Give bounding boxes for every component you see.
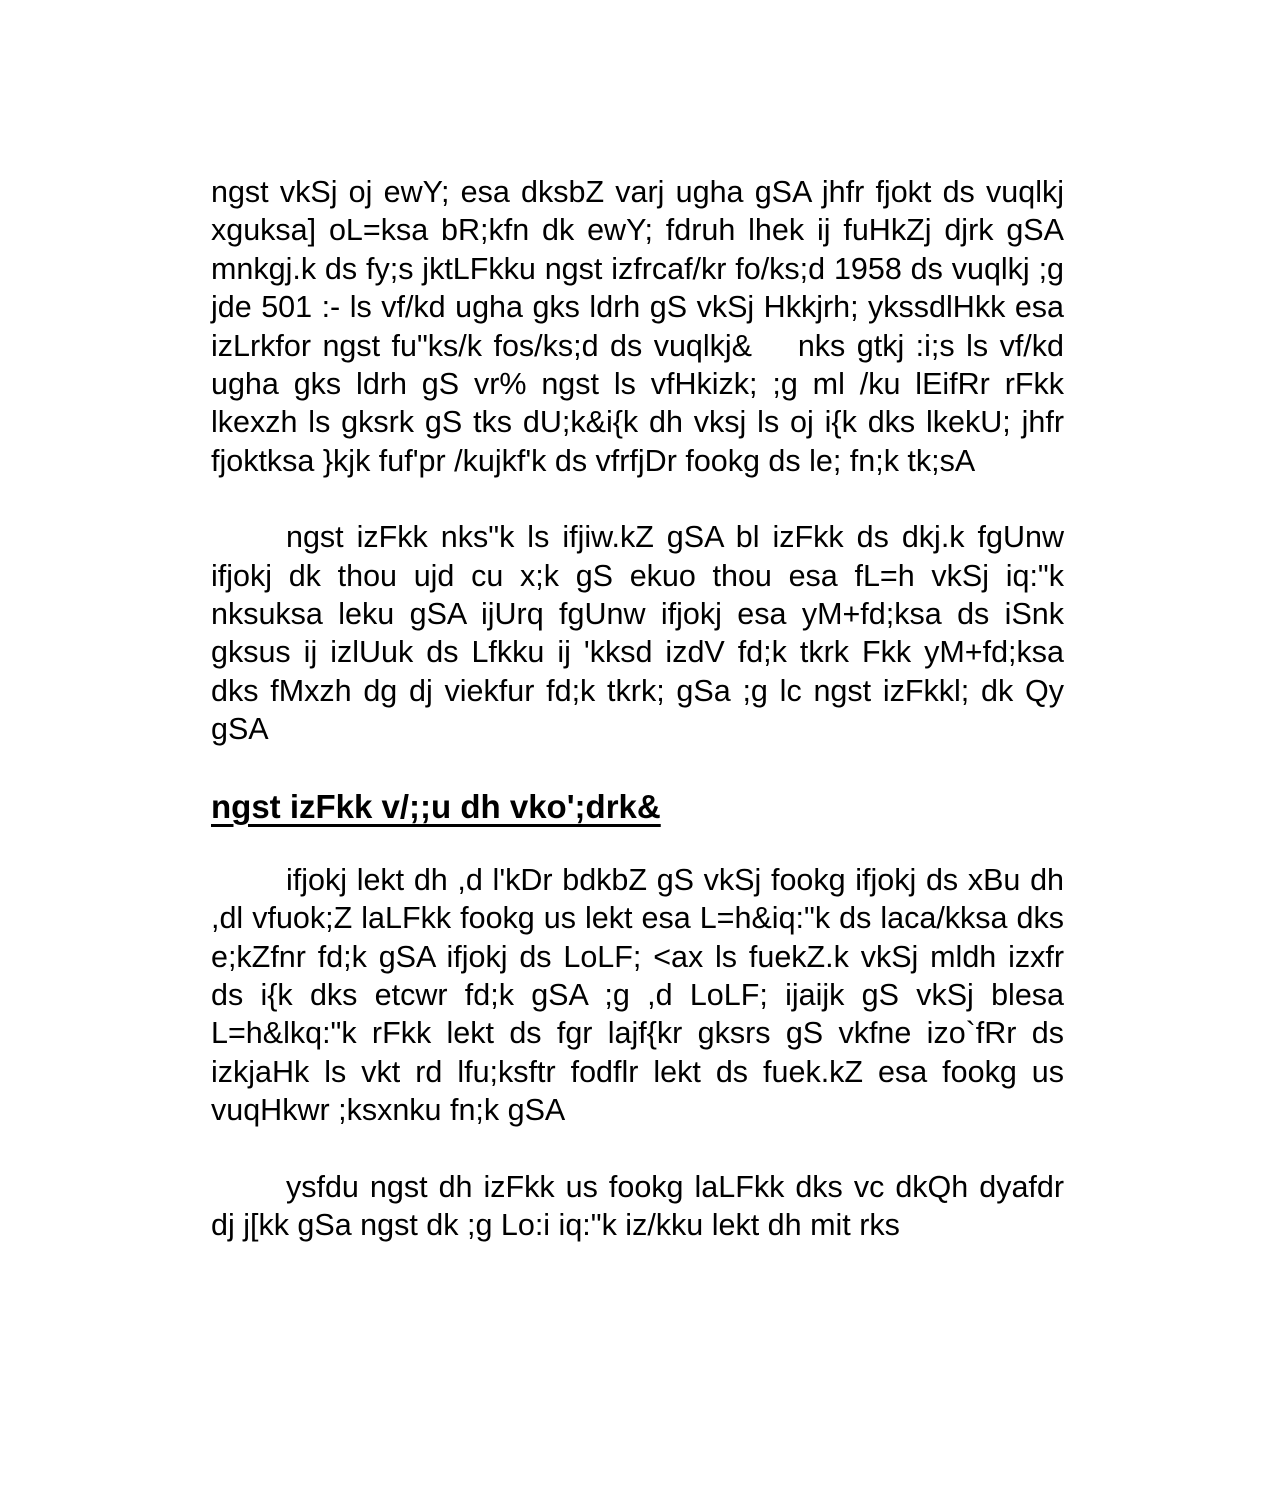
section-heading: ngst izFkk v/;;u dh vko';drk& xyxy=(211,787,661,825)
paragraph-family-marriage: ifjokj lekt dh ,d l'kDr bdkbZ gS vkSj fookg ifjokj ds xBu dh ,dl vfuok;Z laLFkk fookg us lekt esa L=h&iq:"k ds laca/kksa dks e;kZfnr fd;k gSA ifjokj ds LoLF; <ax ls fuekZ.k vkSj mldh izxfr ds i{k dks etcwr fd;k gSA ;g ,d LoLF; ijaijk gS vkSj blesa L=h&lkq:"k rFkk lekt ds fgr lajf{kr gksrs gS vkfne izo`fRr ds izkjaHk ls vkt rd lfu;ksftr fodflr lekt ds fuek.kZ esa fookg us vuqHkwr ;ksxnku fn;k gSA xyxy=(211,862,1073,1128)
paragraph-dowry-definition: ngst vkSj oj ewY; esa dksbZ varj ugha gSA jhfr fjokt ds vuqlkj xguksa] oL=ksa bR;kfn dk ewY; fdruh lhek ij fuHkZj djrk gSA mnkgj.k ds fy;s jktLFkku ngst izfrcaf/kr fo/ks;d 1958 ds vuqlkj ;g jde 501 :- ls vf/kd ugha gks ldrh gS vkSj Hkkjrh; ykssdlHkk esa izLrkfor ngst fu"ks/k fos/ks;d ds vuqlkj& nks gtkj :i;s ls vf/kd ugha gks ldrh gS vr% ngst ls vfHkizk; ;g ml /ku lEifRr rFkk lkexzh ls gksrk gS tks dU;k&i{k dh vksj ls oj i{k dks lkekU; jhfr fjoktksa }kjk fuf'pr /kujkf'k ds vfrfjDr fookg ds le; fn;k tk;sA xyxy=(211,175,1073,478)
document-page xyxy=(211,173,1073,1244)
paragraph-dowry-continuation: ysfdu ngst dh izFkk us fookg laLFkk dks vc dkQh dyafdr dj j[kk gSa ngst dk ;g Lo:i iq:"k iz/kku lekt dh mit rks xyxy=(211,1169,1073,1242)
paragraph-dowry-evils: ngst izFkk nks"k ls ifjiw.kZ gSA bl izFkk ds dkj.k fgUnw ifjokj dk thou ujd cu x;k gS ekuo thou esa fL=h vkSj iq:"k nksuksa leku gSA ijUrq fgUnw ifjokj esa yM+fd;ksa ds iSnk gksus ij izlUuk ds Lfkku ij 'kksd izdV fd;k tkrk Fkk yM+fd;ksa dks fMxzh dg dj viekfur fd;k tkrk; gSa ;g lc ngst izFkkl; dk Qy gSA xyxy=(211,520,1073,747)
